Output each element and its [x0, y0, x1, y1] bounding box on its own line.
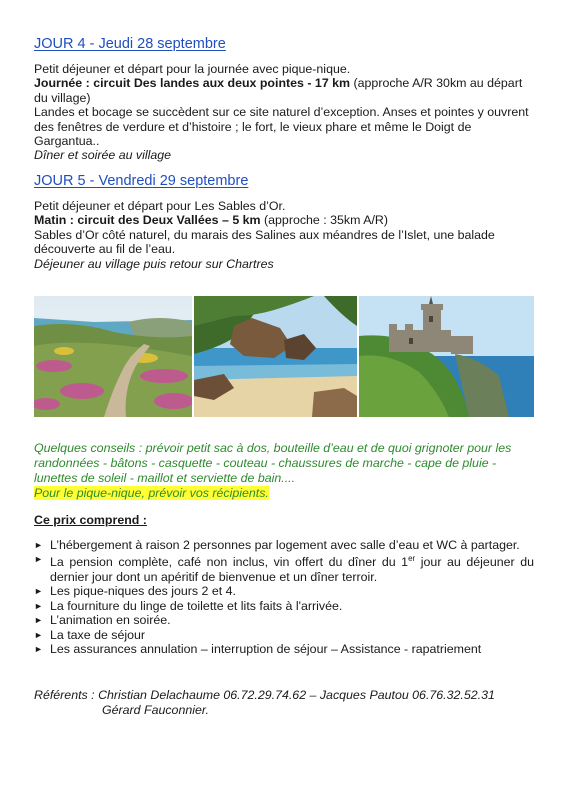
day4-title: JOUR 4 - Jeudi 28 septembre	[34, 36, 226, 52]
day4-body	[34, 62, 534, 163]
day5-body	[34, 199, 534, 271]
advice-text: Quelques conseils : prévoir petit sac à dos, bouteille d’eau et de quoi grignoter pour les randonnées - bâtons - casquette - couteau - chaussures de marche - cape de pluie - lunettes de soleil - maillot et serviette de bain....	[34, 441, 512, 485]
referents-label: Référents :	[34, 688, 95, 702]
day5-circuit-detail: (approche : 35km A/R)	[260, 213, 388, 228]
day5-title: JOUR 5 - Vendredi 29 septembre	[34, 173, 249, 189]
advice-highlight: Pour le pique-nique, prévoir vos récipients.	[34, 486, 269, 500]
referents	[34, 688, 534, 718]
day4-line1: Petit déjeuner et départ pour la journée avec pique-nique.	[34, 62, 351, 76]
list-item: ► La fourniture du linge de toilette et lits faits à l'arrivée.	[34, 598, 343, 613]
day5-line1: Petit déjeuner et départ pour Les Sables d’Or.	[34, 199, 286, 213]
bullet-icon: ►	[34, 540, 43, 550]
bullet-icon: ►	[34, 600, 43, 611]
list-item: ► Les assurances annulation – interruption de séjour – Assistance - rapatriement	[34, 641, 482, 656]
bullet-icon: ►	[34, 554, 43, 565]
day5-description: Sables d’Or côté naturel, du marais des Salines aux méandres de l’Islet, une balade découverte au fil de l’eau.	[34, 227, 495, 257]
list-item: ► L’hébergement à raison 2 personnes par logement avec salle d’eau et WC à partager.	[34, 538, 520, 552]
fort-la-latte-photo	[359, 296, 534, 417]
day4-circuit	[34, 76, 534, 105]
list-item: ► La pension complète, café non inclus, vin offert du dîner du 1er jour au déjeuner du dernier jour dont un apéritif de bienvenue et un dîner terroir.	[34, 554, 534, 584]
day4-evening: Dîner et soirée au village	[34, 148, 172, 163]
day5-circuit-label: Matin : circuit des Deux Vallées – 5 km	[34, 213, 261, 228]
bullet-icon: ►	[34, 643, 43, 654]
day5-circuit	[34, 213, 534, 227]
bullet-icon: ►	[34, 629, 43, 640]
list-item: ► Les pique-niques des jours 2 et 4.	[34, 584, 236, 599]
day4-circuit-detail: (approche A/R 30km au départ du village)	[34, 76, 523, 105]
coastal-path-photo	[34, 296, 192, 417]
advice-paragraph	[34, 441, 534, 501]
referents-line1	[34, 688, 534, 703]
bullet-icon: ►	[34, 615, 43, 626]
day5-lunch: Déjeuner au village puis retour sur Chartres	[34, 256, 274, 271]
list-item: ► L’animation en soirée.	[34, 613, 171, 628]
price-includes-title: Ce prix comprend :	[34, 513, 147, 527]
bullet-icon: ►	[34, 586, 43, 597]
day4-circuit-label: Journée : circuit Des landes aux deux pointes - 17 km	[34, 76, 351, 91]
referents-names: Christian Delachaume 06.72.29.74.62 – Jacques Pautou 06.76.32.52.31	[98, 688, 495, 702]
price-includes-list	[34, 538, 534, 656]
day4-description: Landes et bocage se succèdent sur ce site naturel d’exception. Anses et pointes y ouvrent des fenêtres de verdure et d’histoire ; le fort, le vieux phare et même le Doigt de Gargantua..	[34, 105, 529, 149]
list-item: ► La taxe de séjour	[34, 627, 146, 642]
referents-line2: Gérard Fauconnier.	[102, 703, 209, 717]
beach-rocks-photo	[194, 296, 357, 417]
